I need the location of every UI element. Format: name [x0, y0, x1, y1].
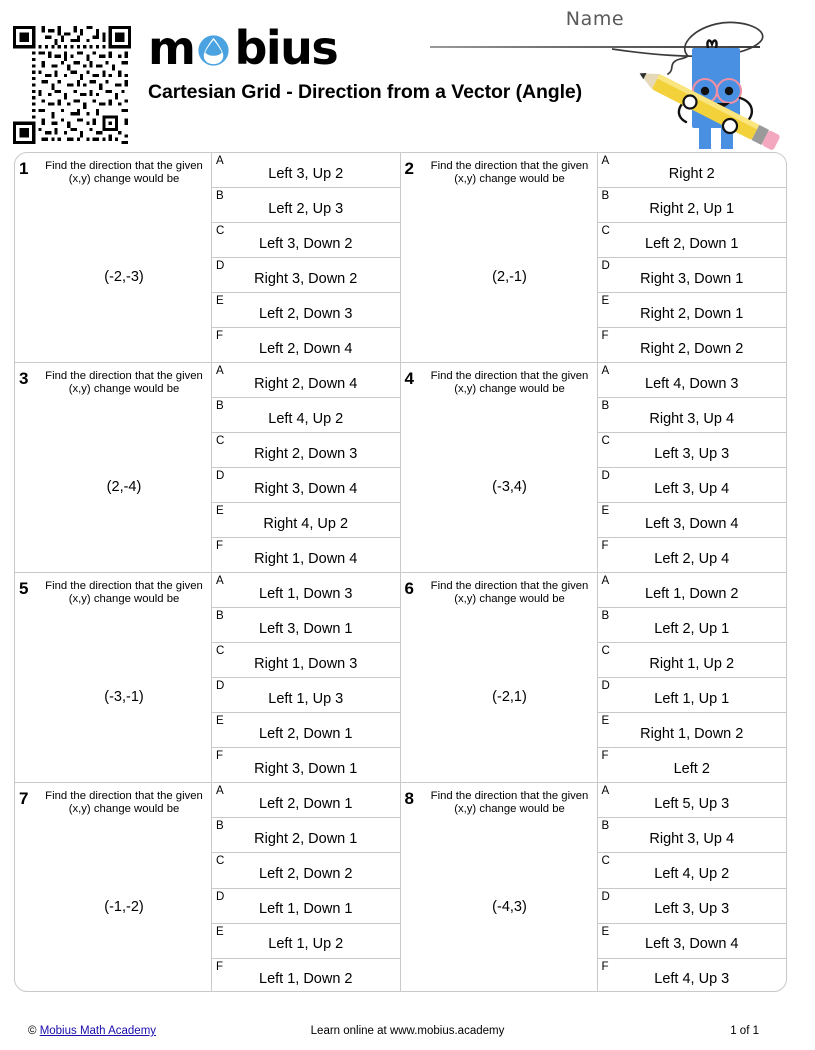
answer-text: Left 4, Down 3 [645, 375, 739, 392]
answer-text: Right 3, Down 4 [254, 480, 358, 497]
answer-text: Right 2 [668, 165, 715, 182]
answer-letter: E [601, 925, 610, 938]
answer-text: Right 2, Down 4 [254, 375, 358, 392]
answer-text: Right 1, Down 2 [640, 725, 744, 742]
answer-option[interactable] [598, 678, 787, 713]
answer-text: Right 2, Up 1 [649, 200, 735, 217]
answer-option[interactable] [598, 783, 787, 818]
question-prompt: Find the direction that the given (x,y) change would be [430, 580, 589, 606]
answer-text: Left 1, Up 2 [268, 936, 344, 953]
answer-letter: A [601, 155, 610, 167]
question-prompt: Find the direction that the given (x,y) change would be [45, 790, 203, 816]
answer-letter: A [601, 365, 610, 377]
answer-letter: F [601, 750, 609, 762]
answer-letter: B [216, 190, 224, 202]
mobius-swirl-icon [194, 29, 233, 68]
answer-option[interactable] [212, 678, 400, 713]
answer-option[interactable] [212, 258, 400, 293]
answer-option[interactable] [598, 748, 787, 782]
answer-text: Right 1, Up 2 [649, 655, 735, 672]
answer-letter: B [601, 190, 610, 202]
answer-letter: C [601, 225, 610, 237]
answer-text: Left 2, Up 4 [654, 550, 730, 567]
answer-letter: A [216, 155, 224, 167]
copyright-link[interactable]: Mobius Math Academy [39, 1025, 157, 1037]
answer-option[interactable] [598, 643, 787, 678]
question-number: 2 [404, 159, 414, 178]
answer-text: Left 2, Up 1 [654, 620, 730, 637]
question-body [37, 363, 212, 572]
answer-letter: A [216, 365, 224, 377]
answer-option[interactable] [212, 328, 400, 362]
answer-letter: E [601, 295, 610, 307]
question-cell-7 [15, 783, 401, 992]
answer-option[interactable] [212, 573, 400, 608]
answer-option[interactable] [212, 608, 400, 643]
answer-text: Right 2, Down 1 [640, 305, 744, 322]
question-row [15, 153, 786, 363]
answer-options [212, 363, 400, 572]
question-body [37, 153, 212, 362]
answer-letter: E [216, 295, 224, 307]
question-coordinate: (-2,-3) [104, 269, 144, 285]
logo-text-m: m [148, 21, 195, 75]
answer-text: Left 4, Up 3 [654, 971, 730, 988]
question-body [423, 783, 598, 992]
answer-options [598, 783, 787, 992]
answer-option[interactable] [212, 783, 400, 818]
page-title: Cartesian Grid - Direction from a Vector (Angle) [148, 81, 583, 103]
answer-letter: E [601, 715, 610, 727]
answer-text: Right 3, Down 1 [640, 270, 744, 287]
question-body [37, 573, 212, 782]
answer-option[interactable] [212, 223, 400, 258]
copyright-symbol: © [28, 1025, 37, 1037]
question-coordinate: (2,-1) [492, 269, 527, 285]
answer-text: Left 3, Down 1 [259, 620, 353, 637]
answer-text: Left 1, Up 1 [654, 690, 730, 707]
question-coordinate: (-3,-1) [104, 689, 144, 705]
question-coordinate: (2,-4) [106, 479, 142, 495]
answer-option[interactable] [212, 468, 400, 503]
answer-text: Right 1, Down 4 [254, 550, 358, 567]
answer-option[interactable] [212, 818, 400, 853]
question-cell-5 [15, 573, 401, 782]
answer-letter: F [216, 540, 224, 552]
answer-text: Left 2, Down 3 [259, 305, 353, 322]
answer-option[interactable] [598, 293, 787, 328]
answer-options [598, 363, 787, 572]
answer-letter: C [216, 645, 225, 657]
answer-option[interactable] [212, 433, 400, 468]
question-number: 1 [19, 159, 29, 178]
answer-option[interactable] [598, 924, 787, 959]
question-coordinate: (-4,3) [492, 899, 527, 915]
answer-letter: F [216, 330, 224, 342]
answer-option[interactable] [212, 924, 400, 959]
question-prompt: Find the direction that the given (x,y) change would be [45, 580, 203, 606]
answer-text: Left 1, Down 2 [645, 585, 739, 602]
answer-text: Left 5, Up 3 [654, 795, 730, 812]
name-label: Name [565, 8, 625, 30]
answer-letter: D [601, 680, 610, 692]
answer-text: Left 1, Down 3 [259, 585, 353, 602]
answer-options [212, 783, 400, 992]
answer-option[interactable] [212, 643, 400, 678]
answer-letter: D [601, 890, 610, 903]
answer-text: Left 2, Down 2 [259, 865, 353, 882]
answer-option[interactable] [598, 258, 787, 293]
answer-option[interactable] [598, 538, 787, 572]
answer-option[interactable] [212, 398, 400, 433]
answer-letter: D [601, 260, 610, 272]
question-coordinate: (-3,4) [492, 479, 527, 495]
answer-letter: A [601, 575, 610, 587]
question-row [15, 363, 786, 573]
answer-letter: D [216, 680, 225, 692]
answer-option[interactable] [598, 398, 787, 433]
answer-letter: A [601, 785, 610, 797]
question-number: 6 [404, 579, 414, 598]
answer-text: Right 2, Down 1 [254, 830, 358, 847]
answer-text: Left 2, Down 1 [259, 795, 353, 812]
question-number: 5 [19, 579, 29, 598]
answer-option[interactable] [598, 223, 787, 258]
answer-letter: B [216, 400, 224, 412]
answer-options [598, 153, 787, 362]
answer-letter: B [601, 400, 610, 412]
answer-option[interactable] [598, 713, 787, 748]
answer-option[interactable] [212, 889, 400, 924]
answer-option[interactable] [212, 153, 400, 188]
answer-letter: E [216, 505, 224, 517]
answer-letter: C [601, 645, 610, 657]
qr-code-icon[interactable] [13, 26, 131, 144]
answer-text: Left 4, Up 2 [268, 410, 344, 427]
answer-option[interactable] [212, 188, 400, 223]
answer-letter: F [601, 960, 609, 973]
answer-letter: B [216, 610, 224, 622]
answer-letter: C [216, 225, 225, 237]
answer-option[interactable] [212, 959, 400, 992]
logo-text-bius: bius [234, 21, 338, 75]
question-body [37, 783, 212, 992]
answer-letter: E [216, 715, 224, 727]
answer-option[interactable] [212, 748, 400, 782]
question-body [423, 363, 598, 572]
answer-option[interactable] [212, 293, 400, 328]
answer-option[interactable] [598, 818, 787, 853]
answer-option[interactable] [598, 363, 787, 398]
answer-letter: F [601, 330, 609, 342]
answer-options [598, 573, 787, 782]
answer-option[interactable] [598, 153, 787, 188]
answer-option[interactable] [598, 608, 787, 643]
question-body [423, 573, 598, 782]
question-coordinate: (-1,-2) [104, 899, 144, 915]
footer-learn-text: Learn online at www.mobius.academy [310, 1025, 505, 1037]
answer-text: Left 1, Down 2 [259, 971, 353, 988]
answer-letter: F [601, 540, 609, 552]
question-prompt: Find the direction that the given (x,y) change would be [45, 160, 203, 186]
question-cell-6 [401, 573, 787, 782]
answer-text: Left 3, Up 4 [654, 480, 730, 497]
answer-letter: A [216, 575, 224, 587]
question-body [423, 153, 598, 362]
page-header [0, 0, 815, 150]
question-row [15, 783, 786, 992]
answer-text: Left 3, Down 4 [645, 515, 739, 532]
answer-letter: D [216, 260, 225, 272]
answer-option[interactable] [598, 889, 787, 924]
answer-text: Left 2, Up 3 [268, 200, 344, 217]
answer-option[interactable] [598, 853, 787, 888]
answer-text: Left 2, Down 4 [259, 340, 353, 357]
answer-letter: E [216, 925, 224, 938]
question-number: 4 [404, 369, 414, 388]
answer-text: Right 3, Down 2 [254, 270, 358, 287]
question-cell-2 [401, 153, 787, 362]
answer-letter: B [216, 820, 224, 833]
question-cell-3 [15, 363, 401, 572]
answer-text: Left 4, Up 2 [654, 865, 730, 882]
answer-option[interactable] [598, 468, 787, 503]
answer-text: Left 3, Up 3 [654, 901, 730, 918]
question-cell-4 [401, 363, 787, 572]
answer-letter: C [601, 855, 610, 868]
answer-letter: D [216, 470, 225, 482]
answer-option[interactable] [598, 188, 787, 223]
question-coordinate: (-2,1) [492, 689, 527, 705]
answer-text: Left 3, Down 4 [645, 936, 739, 953]
question-prompt: Find the direction that the given (x,y) change would be [45, 370, 203, 396]
question-cell-1 [15, 153, 401, 362]
answer-letter: F [216, 750, 224, 762]
answer-letter: B [601, 820, 610, 833]
answer-option[interactable] [598, 959, 787, 992]
question-number: 8 [404, 789, 414, 808]
answer-letter: B [601, 610, 610, 622]
answer-option[interactable] [212, 503, 400, 538]
answer-option[interactable] [598, 433, 787, 468]
answer-text: Right 2, Down 2 [640, 340, 744, 357]
answer-option[interactable] [598, 573, 787, 608]
page-footer [0, 1020, 815, 1050]
answer-option[interactable] [598, 328, 787, 362]
answer-text: Left 3, Down 2 [259, 235, 353, 252]
answer-options [212, 153, 400, 362]
answer-letter: F [216, 960, 224, 973]
answer-text: Right 3, Down 1 [254, 760, 358, 777]
answer-text: Left 3, Up 2 [268, 165, 344, 182]
answer-text: Left 2 [673, 760, 710, 777]
questions-grid [14, 152, 787, 992]
answer-option[interactable] [212, 363, 400, 398]
answer-text: Left 1, Up 3 [268, 690, 344, 707]
question-number: 3 [19, 369, 29, 388]
question-number: 7 [19, 789, 29, 808]
question-row [15, 573, 786, 783]
answer-letter: D [601, 470, 610, 482]
answer-text: Left 2, Down 1 [259, 725, 353, 742]
answer-text: Right 3, Up 4 [649, 830, 735, 847]
answer-text: Right 4, Up 2 [263, 515, 349, 532]
answer-letter: A [216, 785, 224, 797]
question-prompt: Find the direction that the given (x,y) change would be [430, 160, 589, 186]
question-prompt: Find the direction that the given (x,y) change would be [430, 790, 589, 816]
answer-letter: C [216, 855, 225, 868]
answer-text: Right 3, Up 4 [649, 410, 735, 427]
answer-letter: C [601, 435, 610, 447]
answer-letter: E [601, 505, 610, 517]
answer-text: Right 1, Down 3 [254, 655, 358, 672]
answer-options [212, 573, 400, 782]
answer-option[interactable] [598, 503, 787, 538]
mascot-character-with-pencil-icon [612, 2, 812, 152]
answer-letter: D [216, 890, 225, 903]
answer-letter: C [216, 435, 225, 447]
answer-option[interactable] [212, 853, 400, 888]
answer-text: Left 3, Up 3 [654, 445, 730, 462]
page-indicator: 1 of 1 [730, 1025, 759, 1037]
answer-option[interactable] [212, 713, 400, 748]
answer-option[interactable] [212, 538, 400, 572]
answer-text: Left 2, Down 1 [645, 235, 739, 252]
answer-text: Left 1, Down 1 [259, 901, 353, 918]
question-prompt: Find the direction that the given (x,y) change would be [430, 370, 589, 396]
question-cell-8 [401, 783, 787, 992]
answer-text: Right 2, Down 3 [254, 445, 358, 462]
